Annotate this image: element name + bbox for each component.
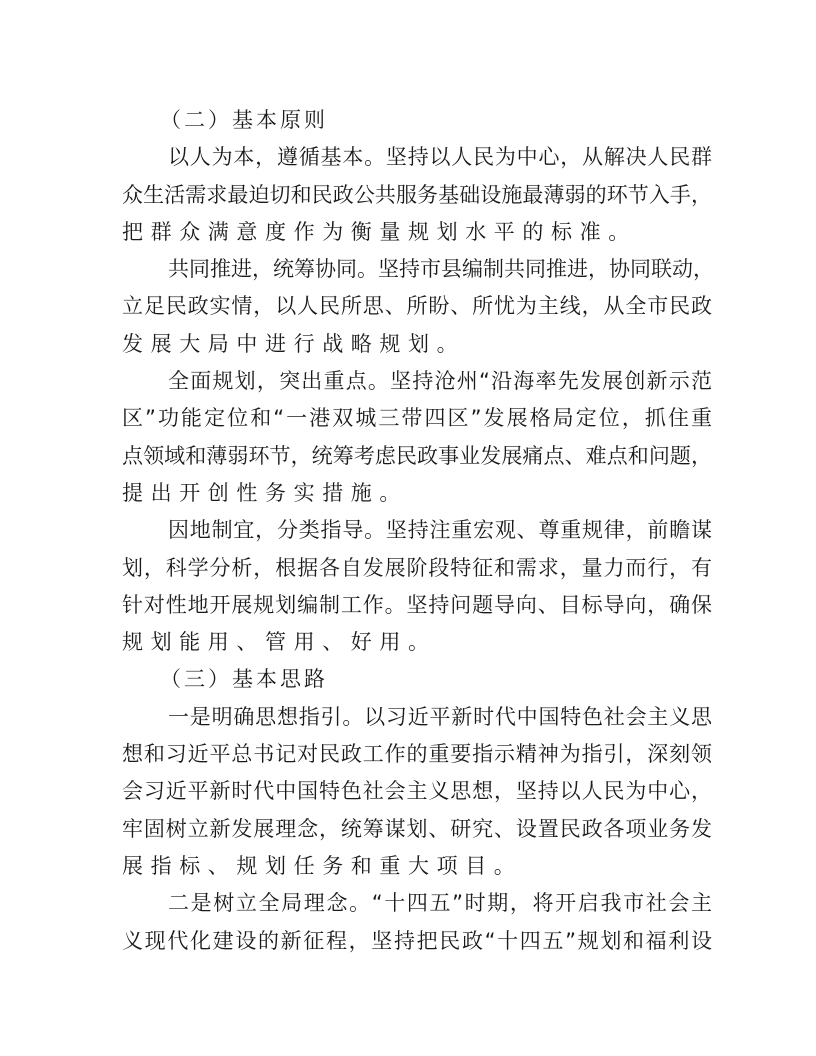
paragraph-line: 发展大局中进行战略规划。 <box>122 331 466 356</box>
paragraph-line: 立足民政实情，以人民所思、所盼、所忧为主线，从全市民政 <box>122 294 712 319</box>
paragraph-line: 以人为本，遵循基本。坚持以人民为中心，从解决人民群 <box>168 145 712 170</box>
paragraph-local-conditions <box>122 512 712 661</box>
paragraph-comprehensive-planning <box>122 363 712 512</box>
section-heading-basic-approach: （三）基本思路 <box>160 667 328 692</box>
paragraph-joint-promotion <box>122 251 712 363</box>
paragraph-line: 想和习近平总书记对民政工作的重要指示精神为指引，深刻领 <box>122 742 712 767</box>
paragraph-line: 全面规划，突出重点。坚持沧州“沿海率先发展创新示范 <box>168 369 712 394</box>
paragraph-line: 区”功能定位和“一港双城三带四区”发展格局定位，抓住重 <box>122 406 712 431</box>
paragraph-people-centered <box>122 139 712 251</box>
paragraph-line: 展指标、规划任务和重大项目。 <box>122 853 523 878</box>
paragraph-line: 众生活需求最迫切和民政公共服务基础设施最薄弱的环节入手， <box>122 182 712 207</box>
section-heading-basic-principles: （二）基本原则 <box>160 108 328 132</box>
paragraph-line: 因地制宜，分类指导。坚持注重宏观、尊重规律，前瞻谋 <box>168 518 712 543</box>
paragraph-line: 义现代化建设的新征程，坚持把民政“十四五”规划和福利设 <box>122 928 712 953</box>
paragraph-line: 点领域和薄弱环节，统筹考虑民政事业发展痛点、难点和问题， <box>122 443 712 468</box>
paragraph-line: 提出开创性务实措施。 <box>122 480 408 505</box>
paragraph-line: 共同推进，统筹协同。坚持市县编制共同推进，协同联动， <box>168 257 714 282</box>
document-body <box>122 102 712 960</box>
paragraph-overall-concept <box>122 885 712 960</box>
paragraph-line: 会习近平新时代中国特色社会主义思想，坚持以人民为中心， <box>122 779 712 804</box>
paragraph-line: 规划能用、管用、好用。 <box>122 630 437 655</box>
paragraph-guiding-thought <box>122 699 712 885</box>
paragraph-line: 划，科学分析，根据各自发展阶段特征和需求，量力而行，有 <box>122 555 712 580</box>
paragraph-line: 牢固树立新发展理念，统筹谋划、研究、设置民政各项业务发 <box>122 816 712 841</box>
paragraph-line: 针对性地开展规划编制工作。坚持问题导向、目标导向，确保 <box>122 592 712 617</box>
paragraph-line: 二是树立全局理念。“十四五”时期，将开启我市社会主 <box>168 891 712 916</box>
paragraph-line: 把群众满意度作为衡量规划水平的标准。 <box>122 219 637 244</box>
paragraph-line: 一是明确思想指引。以习近平新时代中国特色社会主义思 <box>168 704 712 729</box>
